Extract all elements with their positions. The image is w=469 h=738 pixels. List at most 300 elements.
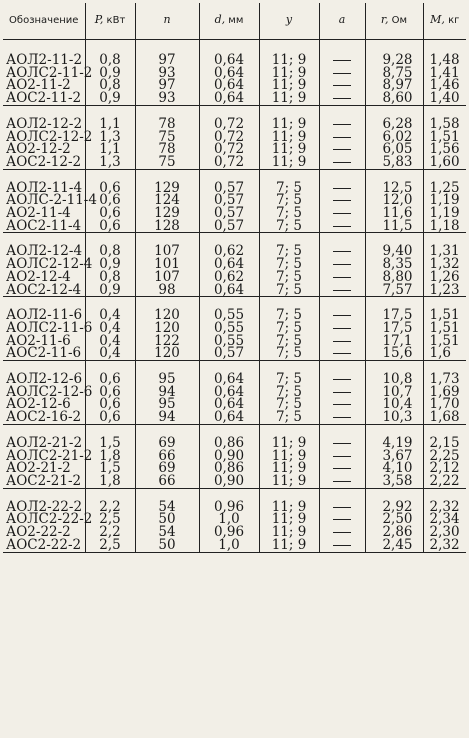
- dash-mark: [333, 200, 351, 201]
- diameter-cell: 0,64: [199, 79, 259, 92]
- dash-mark: [333, 341, 351, 342]
- a-cell: [319, 207, 365, 220]
- dash-mark: [333, 417, 351, 418]
- designation-cell: АОЛ2-12-2: [3, 118, 85, 131]
- n-cell: 93: [135, 67, 199, 80]
- y-cell: 7; 5: [259, 220, 319, 233]
- n-cell: 78: [135, 118, 199, 131]
- n-cell: 107: [135, 271, 199, 284]
- spacer-cell: [319, 233, 365, 246]
- mass-cell: 1,68: [423, 411, 466, 424]
- y-cell: 7; 5: [259, 335, 319, 348]
- n-cell: 120: [135, 322, 199, 335]
- y-cell: 11; 9: [259, 513, 319, 526]
- designation-cell: АОЛС2-11-2: [3, 67, 85, 80]
- dash-mark: [333, 353, 351, 354]
- resistance-cell: 8,75: [365, 67, 423, 80]
- a-cell: [319, 220, 365, 233]
- y-cell: 11; 9: [259, 437, 319, 450]
- designation-cell: АОС2-16-2: [3, 411, 85, 424]
- spacer-cell: [319, 297, 365, 310]
- a-cell: [319, 143, 365, 156]
- a-cell: [319, 539, 365, 552]
- power-cell: 0,9: [85, 92, 135, 105]
- mass-cell: 1,40: [423, 92, 466, 105]
- designation-cell: АОЛС2-21-2: [3, 450, 85, 463]
- y-cell: 11; 9: [259, 462, 319, 475]
- resistance-cell: 2,92: [365, 501, 423, 514]
- a-cell: [319, 501, 365, 514]
- resistance-cell: 10,4: [365, 398, 423, 411]
- n-cell: 66: [135, 450, 199, 463]
- spacer-cell: [319, 488, 365, 501]
- a-cell: [319, 156, 365, 169]
- n-cell: 54: [135, 526, 199, 539]
- y-cell: 7; 5: [259, 258, 319, 271]
- spacer-cell: [319, 424, 365, 437]
- y-cell: 7; 5: [259, 411, 319, 424]
- diameter-cell: 0,57: [199, 194, 259, 207]
- power-cell: 0,6: [85, 373, 135, 386]
- dash-mark: [333, 264, 351, 265]
- a-cell: [319, 118, 365, 131]
- designation-cell: АОЛС2-12-2: [3, 131, 85, 144]
- n-cell: 97: [135, 79, 199, 92]
- n-cell: 94: [135, 411, 199, 424]
- n-cell: 95: [135, 373, 199, 386]
- designation-cell: АОЛС2-12-4: [3, 258, 85, 271]
- resistance-cell: 12,5: [365, 182, 423, 195]
- mass-cell: 2,34: [423, 513, 466, 526]
- resistance-cell: 2,86: [365, 526, 423, 539]
- a-cell: [319, 398, 365, 411]
- a-cell: [319, 411, 365, 424]
- dash-mark: [333, 149, 351, 150]
- mass-cell: 1,41: [423, 67, 466, 80]
- mass-cell: 1,51: [423, 309, 466, 322]
- diameter-cell: 0,86: [199, 462, 259, 475]
- a-cell: [319, 386, 365, 399]
- motor-winding-table: [3, 3, 466, 553]
- a-cell: [319, 54, 365, 67]
- a-cell: [319, 131, 365, 144]
- power-cell: 0,8: [85, 245, 135, 258]
- table-body: [3, 40, 466, 553]
- resistance-cell: 17,1: [365, 335, 423, 348]
- n-cell: 75: [135, 156, 199, 169]
- header-n: n: [135, 3, 199, 40]
- diameter-cell: 0,86: [199, 437, 259, 450]
- table-row: [3, 156, 466, 169]
- designation-cell: АОС2-12-4: [3, 284, 85, 297]
- mass-cell: 1,60: [423, 156, 466, 169]
- designation-cell: АОЛ2-11-6: [3, 309, 85, 322]
- designation-cell: АОЛС-2-11-4: [3, 194, 85, 207]
- dash-mark: [333, 443, 351, 444]
- resistance-cell: 11,6: [365, 207, 423, 220]
- diameter-cell: 0,64: [199, 284, 259, 297]
- power-cell: 0,6: [85, 182, 135, 195]
- dash-mark: [333, 328, 351, 329]
- designation-cell: АО2-12-6: [3, 398, 85, 411]
- diameter-cell: 0,64: [199, 398, 259, 411]
- diameter-cell: 0,55: [199, 322, 259, 335]
- power-cell: 2,2: [85, 526, 135, 539]
- a-cell: [319, 347, 365, 360]
- a-cell: [319, 194, 365, 207]
- power-cell: 1,8: [85, 450, 135, 463]
- power-cell: 2,5: [85, 513, 135, 526]
- y-cell: 11; 9: [259, 67, 319, 80]
- n-cell: 93: [135, 92, 199, 105]
- header-diameter: d, мм: [199, 3, 259, 40]
- resistance-cell: 6,28: [365, 118, 423, 131]
- diameter-cell: 0,90: [199, 475, 259, 488]
- diameter-cell: 0,57: [199, 347, 259, 360]
- a-cell: [319, 526, 365, 539]
- dash-mark: [333, 392, 351, 393]
- dash-mark: [333, 468, 351, 469]
- power-cell: 0,9: [85, 258, 135, 271]
- y-cell: 7; 5: [259, 398, 319, 411]
- designation-cell: АО2-22-2: [3, 526, 85, 539]
- n-cell: 50: [135, 539, 199, 552]
- n-cell: 95: [135, 398, 199, 411]
- y-cell: 11; 9: [259, 526, 319, 539]
- y-cell: 7; 5: [259, 207, 319, 220]
- power-cell: 1,3: [85, 131, 135, 144]
- power-cell: 1,8: [85, 475, 135, 488]
- resistance-cell: 5,83: [365, 156, 423, 169]
- mass-cell: 1,32: [423, 258, 466, 271]
- resistance-cell: 10,8: [365, 373, 423, 386]
- header-resistance: r, Ом: [365, 3, 423, 40]
- a-cell: [319, 475, 365, 488]
- y-cell: 11; 9: [259, 475, 319, 488]
- diameter-cell: 1,0: [199, 513, 259, 526]
- y-cell: 7; 5: [259, 386, 319, 399]
- mass-cell: 2,25: [423, 450, 466, 463]
- a-cell: [319, 67, 365, 80]
- power-cell: 0,8: [85, 79, 135, 92]
- dash-mark: [333, 290, 351, 291]
- mass-cell: 2,15: [423, 437, 466, 450]
- power-cell: 0,6: [85, 220, 135, 233]
- n-cell: 69: [135, 437, 199, 450]
- designation-cell: АО2-11-6: [3, 335, 85, 348]
- designation-cell: АОС2-11-6: [3, 347, 85, 360]
- dash-mark: [333, 532, 351, 533]
- n-cell: 120: [135, 347, 199, 360]
- dash-mark: [333, 213, 351, 214]
- diameter-cell: 0,96: [199, 501, 259, 514]
- resistance-cell: 3,67: [365, 450, 423, 463]
- power-cell: 2,2: [85, 501, 135, 514]
- mass-cell: 1,46: [423, 79, 466, 92]
- mass-cell: 1,19: [423, 207, 466, 220]
- diameter-cell: 0,72: [199, 156, 259, 169]
- power-cell: 1,3: [85, 156, 135, 169]
- a-cell: [319, 335, 365, 348]
- diameter-cell: 0,72: [199, 131, 259, 144]
- diameter-cell: 0,57: [199, 220, 259, 233]
- diameter-cell: 0,72: [199, 143, 259, 156]
- diameter-cell: 0,64: [199, 92, 259, 105]
- mass-cell: 1,25: [423, 182, 466, 195]
- n-cell: 98: [135, 284, 199, 297]
- diameter-cell: 0,55: [199, 335, 259, 348]
- spacer-cell: [319, 361, 365, 374]
- resistance-cell: 8,80: [365, 271, 423, 284]
- dash-mark: [333, 98, 351, 99]
- mass-cell: 1,51: [423, 335, 466, 348]
- mass-cell: 1,6: [423, 347, 466, 360]
- table-row: [3, 539, 466, 552]
- dash-mark: [333, 315, 351, 316]
- power-cell: 0,6: [85, 398, 135, 411]
- resistance-cell: 12,0: [365, 194, 423, 207]
- power-cell: 0,9: [85, 284, 135, 297]
- designation-cell: АОС2-22-2: [3, 539, 85, 552]
- n-cell: 97: [135, 54, 199, 67]
- mass-cell: 2,32: [423, 539, 466, 552]
- resistance-cell: 3,58: [365, 475, 423, 488]
- a-cell: [319, 309, 365, 322]
- y-cell: 11; 9: [259, 450, 319, 463]
- y-cell: 11; 9: [259, 92, 319, 105]
- mass-cell: 1,56: [423, 143, 466, 156]
- y-cell: 11; 9: [259, 143, 319, 156]
- resistance-cell: 6,02: [365, 131, 423, 144]
- n-cell: 107: [135, 245, 199, 258]
- dash-mark: [333, 404, 351, 405]
- mass-cell: 1,70: [423, 398, 466, 411]
- designation-cell: АО2-11-4: [3, 207, 85, 220]
- y-cell: 11; 9: [259, 118, 319, 131]
- table-row: [3, 92, 466, 105]
- designation-cell: АОЛ2-12-6: [3, 373, 85, 386]
- designation-cell: АОЛ2-22-2: [3, 501, 85, 514]
- a-cell: [319, 245, 365, 258]
- header-designation: Обозначение: [3, 3, 85, 40]
- resistance-cell: 6,05: [365, 143, 423, 156]
- table-row: [3, 284, 466, 297]
- y-cell: 11; 9: [259, 539, 319, 552]
- n-cell: 128: [135, 220, 199, 233]
- designation-cell: АОЛ2-11-4: [3, 182, 85, 195]
- diameter-cell: 0,64: [199, 258, 259, 271]
- mass-cell: 2,30: [423, 526, 466, 539]
- n-cell: 50: [135, 513, 199, 526]
- n-cell: 129: [135, 182, 199, 195]
- a-cell: [319, 271, 365, 284]
- mass-cell: 1,69: [423, 386, 466, 399]
- a-cell: [319, 373, 365, 386]
- diameter-cell: 0,64: [199, 386, 259, 399]
- dash-mark: [333, 73, 351, 74]
- power-cell: 0,6: [85, 386, 135, 399]
- a-cell: [319, 182, 365, 195]
- resistance-cell: 10,7: [365, 386, 423, 399]
- y-cell: 11; 9: [259, 156, 319, 169]
- power-cell: 0,4: [85, 335, 135, 348]
- designation-cell: АОЛС2-11-6: [3, 322, 85, 335]
- n-cell: 124: [135, 194, 199, 207]
- designation-cell: АО2-12-4: [3, 271, 85, 284]
- resistance-cell: 9,40: [365, 245, 423, 258]
- power-cell: 0,6: [85, 411, 135, 424]
- y-cell: 11; 9: [259, 501, 319, 514]
- n-cell: 54: [135, 501, 199, 514]
- designation-cell: АОЛ2-12-4: [3, 245, 85, 258]
- diameter-cell: 1,0: [199, 539, 259, 552]
- resistance-cell: 8,60: [365, 92, 423, 105]
- designation-cell: АОС2-11-4: [3, 220, 85, 233]
- power-cell: 1,1: [85, 143, 135, 156]
- y-cell: 7; 5: [259, 347, 319, 360]
- dash-mark: [333, 507, 351, 508]
- dash-mark: [333, 85, 351, 86]
- a-cell: [319, 92, 365, 105]
- dash-mark: [333, 277, 351, 278]
- diameter-cell: 0,64: [199, 54, 259, 67]
- table-row: [3, 220, 466, 233]
- mass-cell: 1,26: [423, 271, 466, 284]
- y-cell: 11; 9: [259, 54, 319, 67]
- resistance-cell: 2,45: [365, 539, 423, 552]
- dash-mark: [333, 124, 351, 125]
- dash-mark: [333, 545, 351, 546]
- dash-mark: [333, 379, 351, 380]
- diameter-cell: 0,64: [199, 67, 259, 80]
- resistance-cell: 15,6: [365, 347, 423, 360]
- dash-mark: [333, 60, 351, 61]
- resistance-cell: 9,28: [365, 54, 423, 67]
- dash-mark: [333, 137, 351, 138]
- designation-cell: АОЛС2-12-6: [3, 386, 85, 399]
- power-cell: 0,8: [85, 271, 135, 284]
- y-cell: 7; 5: [259, 194, 319, 207]
- dash-mark: [333, 226, 351, 227]
- table-row: [3, 411, 466, 424]
- power-cell: 1,5: [85, 462, 135, 475]
- dash-mark: [333, 188, 351, 189]
- diameter-cell: 0,62: [199, 271, 259, 284]
- mass-cell: 2,32: [423, 501, 466, 514]
- designation-cell: АО2-12-2: [3, 143, 85, 156]
- dash-mark: [333, 162, 351, 163]
- spacer-cell: [319, 105, 365, 118]
- dash-mark: [333, 519, 351, 520]
- a-cell: [319, 322, 365, 335]
- n-cell: 75: [135, 131, 199, 144]
- power-cell: 0,4: [85, 347, 135, 360]
- diameter-cell: 0,72: [199, 118, 259, 131]
- power-cell: 1,5: [85, 437, 135, 450]
- power-cell: 0,4: [85, 322, 135, 335]
- diameter-cell: 0,62: [199, 245, 259, 258]
- resistance-cell: 4,19: [365, 437, 423, 450]
- a-cell: [319, 450, 365, 463]
- n-cell: 101: [135, 258, 199, 271]
- dash-mark: [333, 456, 351, 457]
- dash-mark: [333, 481, 351, 482]
- resistance-cell: 2,50: [365, 513, 423, 526]
- dash-mark: [333, 251, 351, 252]
- designation-cell: АОЛС2-22-2: [3, 513, 85, 526]
- header-row: [3, 3, 466, 40]
- n-cell: 120: [135, 309, 199, 322]
- table-row: [3, 475, 466, 488]
- mass-cell: 2,22: [423, 475, 466, 488]
- a-cell: [319, 258, 365, 271]
- power-cell: 0,6: [85, 207, 135, 220]
- resistance-cell: 7,57: [365, 284, 423, 297]
- diameter-cell: 0,57: [199, 207, 259, 220]
- mass-cell: 1,31: [423, 245, 466, 258]
- y-cell: 11; 9: [259, 79, 319, 92]
- designation-cell: АОС2-11-2: [3, 92, 85, 105]
- y-cell: 7; 5: [259, 322, 319, 335]
- spacer-cell: [319, 169, 365, 182]
- power-cell: 2,5: [85, 539, 135, 552]
- n-cell: 78: [135, 143, 199, 156]
- resistance-cell: 17,5: [365, 322, 423, 335]
- designation-cell: АОЛ2-21-2: [3, 437, 85, 450]
- a-cell: [319, 462, 365, 475]
- mass-cell: 1,48: [423, 54, 466, 67]
- table-row: [3, 347, 466, 360]
- n-cell: 69: [135, 462, 199, 475]
- diameter-cell: 0,96: [199, 526, 259, 539]
- header-mass: M, кг: [423, 3, 466, 40]
- a-cell: [319, 437, 365, 450]
- mass-cell: 1,58: [423, 118, 466, 131]
- resistance-cell: 4,10: [365, 462, 423, 475]
- power-cell: 0,8: [85, 54, 135, 67]
- y-cell: 7; 5: [259, 271, 319, 284]
- resistance-cell: 17,5: [365, 309, 423, 322]
- a-cell: [319, 284, 365, 297]
- resistance-cell: 10,3: [365, 411, 423, 424]
- diameter-cell: 0,64: [199, 373, 259, 386]
- y-cell: 7; 5: [259, 284, 319, 297]
- power-cell: 0,9: [85, 67, 135, 80]
- diameter-cell: 0,90: [199, 450, 259, 463]
- designation-cell: АО2-21-2: [3, 462, 85, 475]
- y-cell: 11; 9: [259, 131, 319, 144]
- n-cell: 129: [135, 207, 199, 220]
- resistance-cell: 11,5: [365, 220, 423, 233]
- a-cell: [319, 513, 365, 526]
- power-cell: 0,4: [85, 309, 135, 322]
- resistance-cell: 8,35: [365, 258, 423, 271]
- designation-cell: АОС2-21-2: [3, 475, 85, 488]
- mass-cell: 1,51: [423, 322, 466, 335]
- diameter-cell: 0,64: [199, 411, 259, 424]
- designation-cell: АОЛ2-11-2: [3, 54, 85, 67]
- mass-cell: 2,12: [423, 462, 466, 475]
- mass-cell: 1,73: [423, 373, 466, 386]
- mass-cell: 1,19: [423, 194, 466, 207]
- y-cell: 7; 5: [259, 309, 319, 322]
- diameter-cell: 0,57: [199, 182, 259, 195]
- header-y: y: [259, 3, 319, 40]
- designation-cell: АОС2-12-2: [3, 156, 85, 169]
- header-power: P, кВт: [85, 3, 135, 40]
- spacer-cell: [319, 40, 365, 55]
- y-cell: 7; 5: [259, 373, 319, 386]
